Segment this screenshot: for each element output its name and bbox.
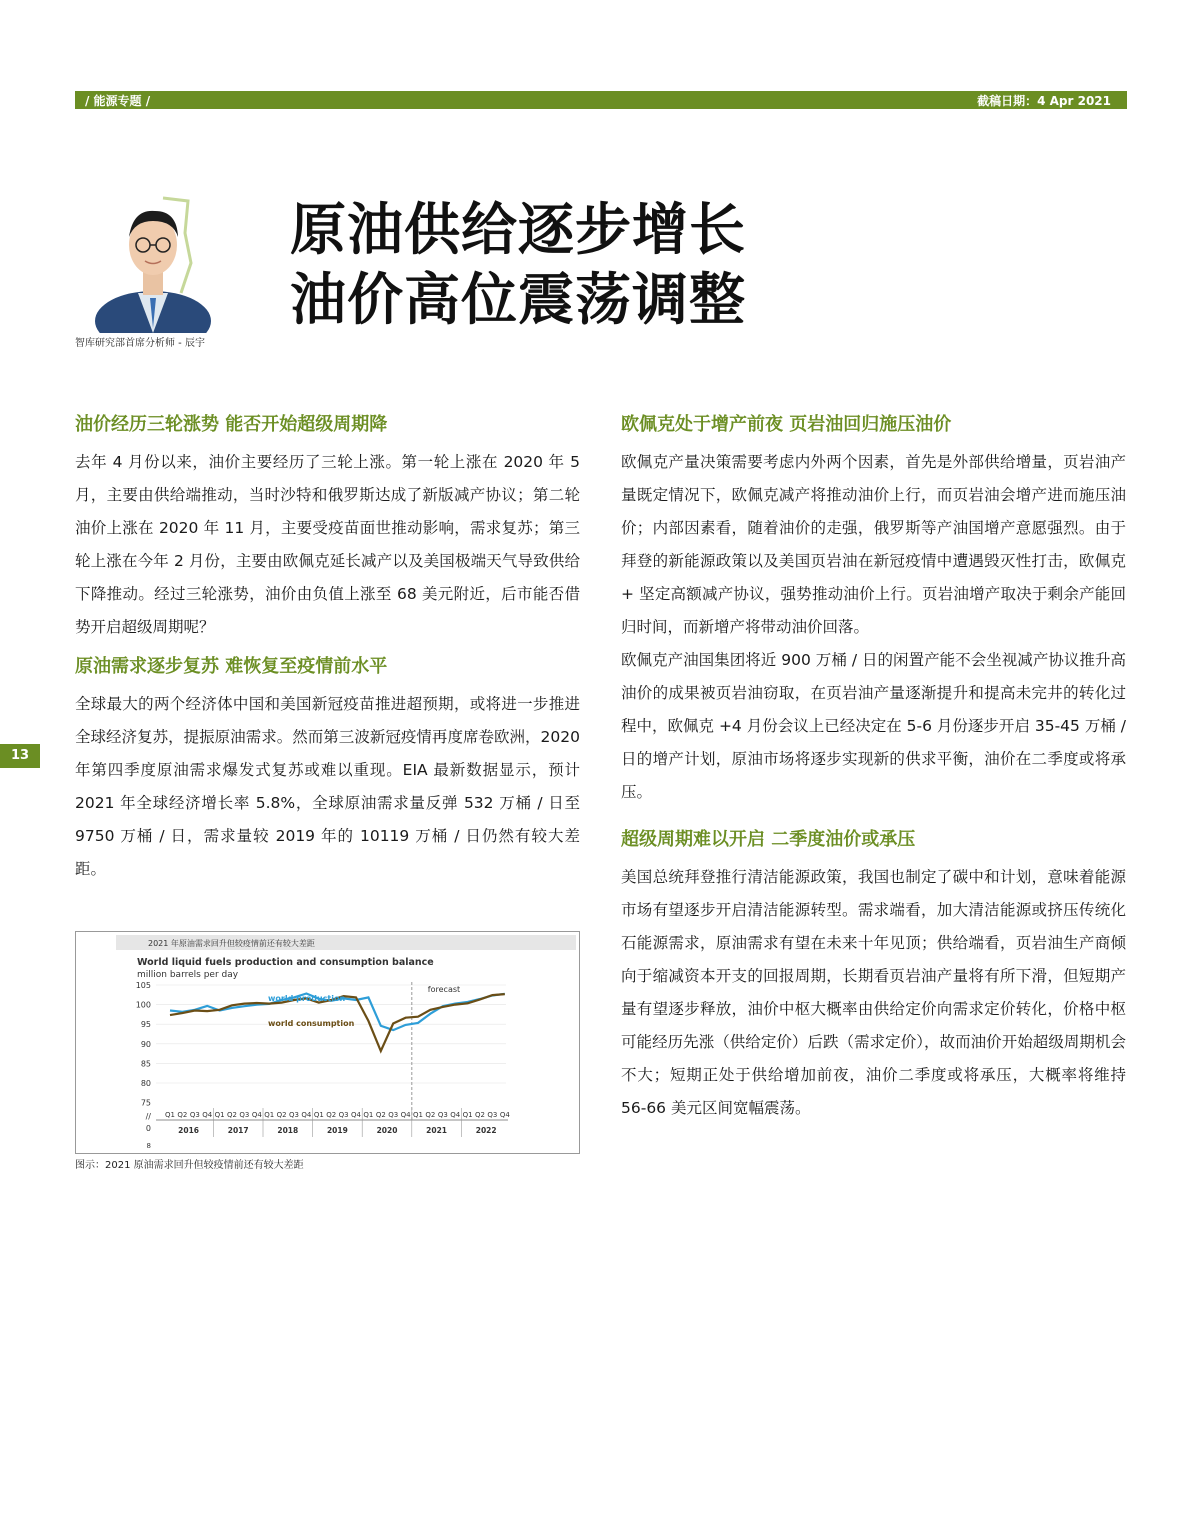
deadline-label: 截稿日期：4 Apr 2021 bbox=[977, 94, 1111, 108]
x-tick-year: 2020 bbox=[376, 1126, 398, 1135]
chart-title: World liquid fuels production and consumption balance bbox=[137, 957, 434, 968]
author-caption: 智库研究部首席分析师 - 辰宇 bbox=[75, 338, 205, 349]
x-tick-quarter: Q1 bbox=[264, 1111, 275, 1119]
section-heading: 油价经历三轮涨势 能否开始超级周期降 bbox=[75, 414, 388, 435]
oil-balance-chart bbox=[75, 931, 580, 1154]
title-line-1: 原油供给逐步增长 bbox=[290, 198, 746, 263]
x-tick-quarter: Q3 bbox=[487, 1111, 498, 1119]
header-bar bbox=[75, 91, 1127, 109]
y-tick-label: 75 bbox=[140, 1098, 151, 1108]
chart-banner: 2021 年原油需求回升但较疫情前还有较大差距 bbox=[148, 939, 315, 948]
x-tick-quarter: Q3 bbox=[338, 1111, 349, 1119]
title-line-2: 油价高位震荡调整 bbox=[290, 268, 746, 333]
section-heading: 超级周期难以开启 二季度油价或承压 bbox=[621, 829, 916, 850]
chart-svg bbox=[76, 932, 579, 1153]
x-tick-quarter: Q1 bbox=[462, 1111, 473, 1119]
x-tick-quarter: Q2 bbox=[177, 1111, 188, 1119]
x-tick-quarter: Q1 bbox=[363, 1111, 374, 1119]
section-heading: 欧佩克处于增产前夜 页岩油回归施压油价 bbox=[621, 414, 952, 435]
x-tick-quarter: Q4 bbox=[301, 1111, 312, 1119]
x-tick-year: 2021 bbox=[426, 1126, 448, 1135]
page-title bbox=[290, 196, 746, 336]
x-tick-quarter: Q4 bbox=[450, 1111, 461, 1119]
y-tick-label: 80 bbox=[140, 1079, 151, 1088]
x-tick-quarter: Q1 bbox=[165, 1111, 175, 1119]
x-tick-quarter: Q3 bbox=[289, 1111, 299, 1119]
x-tick-year: 2017 bbox=[227, 1126, 249, 1135]
x-tick-quarter: Q2 bbox=[425, 1111, 436, 1119]
y-tick-label: 90 bbox=[140, 1039, 151, 1049]
x-tick-quarter: Q3 bbox=[239, 1111, 250, 1119]
series-label-consumption: world consumption bbox=[268, 1019, 355, 1028]
y-tick-label: 95 bbox=[140, 1020, 151, 1030]
paragraph: 去年 4 月份以来，油价主要经历了三轮上涨。第一轮上涨在 2020 年 5 月，主要由供给端推动，当时沙特和俄罗斯达成了新版减产协议；第二轮油价上涨在 2020 年 11 月，主要受疫苗面世推动影响，需求复苏；第三轮上涨在今年 2 月份，主要由欧佩克延长减产以及美国极端天气导致供给下降推动。经过三轮涨势，油价由负值上涨至 68 美元附近，后市能否借势开启超级周期呢？ bbox=[75, 453, 580, 636]
x-tick-quarter: Q2 bbox=[276, 1111, 287, 1119]
paragraph: 欧佩克产量决策需要考虑内外两个因素，首先是外部供给增量，页岩油产量既定情况下，欧佩克减产将推动油价上行，而页岩油会增产进而施压油价；内部因素看，随着油价的走强，俄罗斯等产油国增产意愿强烈。由于拜登的新能源政策以及美国页岩油在新冠疫情中遭遇毁灭性打击，欧佩克 + 坚定高额减产协议，强势推动油价上行。页岩油增产取决于剩余产能回归时间，而新增产将带动油价回落。 bbox=[621, 453, 1126, 636]
left-column bbox=[75, 412, 580, 896]
y-tick-label: // bbox=[145, 1112, 151, 1121]
paragraph: 美国总统拜登推行清洁能源政策，我国也制定了碳中和计划，意味着能源市场有望逐步开启清洁能源转型。需求端看，加大清洁能源或挤压传统化石能源需求，原油需求有望在未来十年见顶；供给端看，页岩油生产商倾向于缩减资本开支的回报周期，长期看页岩油产量将有所下滑，但短期产量有望逐步释放，油价中枢大概率由供给定价向需求定价转化，价格中枢可能经历先涨（供给定价）后跌（需求定价），故而油价开始超级周期机会不大；短期正处于供给增加前夜，油价二季度或将承压，大概率将维持 56-66 美元区间宽幅震荡。 bbox=[621, 868, 1126, 1117]
paragraph: 欧佩克产油国集团将近 900 万桶 / 日的闲置产能不会坐视减产协议推升高油价的成果被页岩油窃取，在页岩油产量逐渐提升和提高未完井的转化过程中，欧佩克 +4 月份会议上已经决定在 5-6 月份逐步开启 35-45 万桶 / 日的增产计划，原油市场将逐步实现新的供求平衡，油价在二季度或将承压。 bbox=[621, 651, 1126, 801]
figure-caption: 图示：2021 原油需求回升但较疫情前还有较大差距 bbox=[75, 1160, 304, 1171]
y-tick-label: 85 bbox=[140, 1059, 151, 1069]
x-tick-year: 2016 bbox=[178, 1126, 200, 1135]
section-label: / 能源专题 / bbox=[85, 94, 151, 108]
right-column bbox=[621, 412, 1126, 1125]
author-portrait bbox=[93, 193, 213, 333]
x-tick-year: 2018 bbox=[277, 1126, 299, 1135]
x-tick-quarter: Q3 bbox=[437, 1111, 448, 1119]
x-tick-quarter: Q4 bbox=[400, 1111, 411, 1119]
x-tick-quarter: Q4 bbox=[251, 1111, 262, 1119]
x-tick-year: 2022 bbox=[475, 1126, 497, 1135]
x-tick-quarter: Q2 bbox=[475, 1111, 485, 1119]
x-tick-quarter: Q1 bbox=[313, 1111, 324, 1119]
x-tick-quarter: Q4 bbox=[499, 1111, 510, 1119]
paragraph: 全球最大的两个经济体中国和美国新冠疫苗推进超预期，或将进一步推进全球经济复苏，提振原油需求。然而第三波新冠疫情再度席卷欧洲，2020 年第四季度原油需求爆发式复苏或难以重现。EIA 最新数据显示，预计 2021 年全球经济增长率 5.8%，全球原油需求量反弹 532 万桶 / 日至 9750 万桶 / 日，需求量较 2019 年的 10119 万桶 / 日仍然有较大差距。 bbox=[75, 695, 580, 878]
chart-subtitle: million barrels per day bbox=[137, 970, 239, 980]
y-tick-label: 105 bbox=[135, 981, 151, 990]
x-tick-quarter: Q2 bbox=[375, 1111, 386, 1119]
x-tick-quarter: Q4 bbox=[351, 1111, 361, 1119]
x-tick-year: 2019 bbox=[326, 1126, 348, 1135]
y-tick-label: 0 bbox=[145, 1124, 151, 1133]
y-tick-extra: 8 bbox=[146, 1142, 151, 1150]
series-label-production: world production bbox=[268, 994, 346, 1003]
x-tick-quarter: Q3 bbox=[189, 1111, 200, 1119]
section-heading: 原油需求逐步复苏 难恢复至疫情前水平 bbox=[75, 656, 388, 677]
forecast-label: forecast bbox=[427, 985, 461, 994]
x-tick-quarter: Q4 bbox=[202, 1111, 213, 1119]
page-number: 13 bbox=[0, 744, 40, 768]
x-tick-quarter: Q1 bbox=[413, 1111, 423, 1119]
y-tick-label: 100 bbox=[135, 1000, 151, 1010]
x-tick-quarter: Q1 bbox=[214, 1111, 225, 1119]
x-tick-quarter: Q3 bbox=[388, 1111, 399, 1119]
x-tick-quarter: Q2 bbox=[326, 1111, 337, 1119]
x-tick-quarter: Q2 bbox=[227, 1111, 237, 1119]
